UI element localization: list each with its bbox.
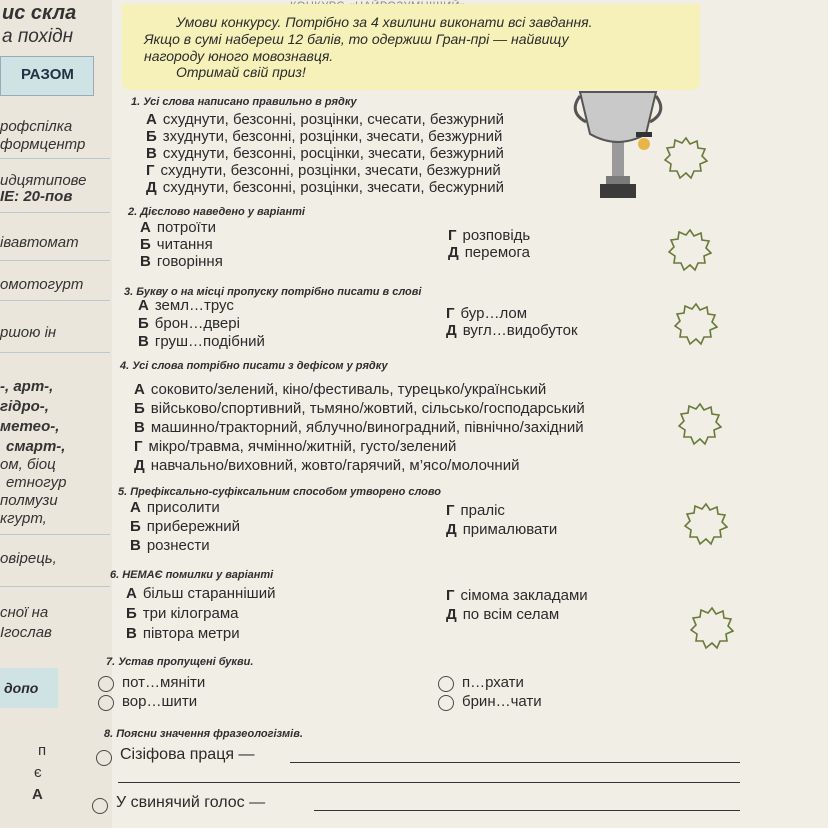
- task-2-option-d[interactable]: [448, 244, 530, 261]
- strip-line: гідро-,: [0, 398, 49, 415]
- task-3-option-b[interactable]: [138, 315, 240, 332]
- option-letter: Г: [446, 587, 455, 604]
- option-letter: В: [138, 333, 149, 350]
- option-letter: Д: [446, 322, 457, 339]
- option-letter: В: [126, 625, 137, 642]
- option-text: мікро/травма, ячмінно/житній, густо/зелений: [148, 438, 457, 455]
- task-6-option-a[interactable]: [126, 585, 275, 602]
- option-text: схуднути, безсонні, розцінки, зчесати, безжурний: [160, 162, 501, 179]
- task-4-option-b[interactable]: [134, 400, 585, 417]
- conditions-line: нагороду юного мовознавця.: [144, 48, 334, 64]
- strip-line: ом, біоц: [0, 456, 56, 473]
- option-text: брон…двері: [154, 315, 240, 332]
- option-letter: А: [126, 585, 137, 602]
- option-text: по всім селам: [462, 606, 560, 623]
- score-badge-icon: [678, 402, 722, 446]
- task-3-title: 3. Букву о на місці пропуску потрібно писати в слові: [124, 286, 422, 298]
- answer-circle[interactable]: [92, 798, 108, 814]
- task-1-option-v[interactable]: [146, 145, 504, 162]
- strip-line: метео-,: [0, 418, 60, 435]
- answer-line[interactable]: [290, 762, 740, 763]
- strip-line: Ігослав: [0, 624, 52, 641]
- option-text: сімома закладами: [460, 587, 588, 604]
- option-text: бур…лом: [460, 305, 528, 322]
- task-6-option-v[interactable]: [126, 625, 240, 642]
- strip-line: формцентр: [0, 136, 86, 153]
- task-6-option-h[interactable]: [446, 587, 588, 604]
- task-7-item: п…рхати: [462, 674, 524, 691]
- option-text: прибережний: [146, 518, 240, 535]
- task-5-title: 5. Префіксально-суфіксальним способом утворено слово: [118, 486, 441, 498]
- option-letter: Б: [138, 315, 149, 332]
- phraseology-item: У свинячий голос —: [116, 794, 266, 811]
- strip-line: є: [34, 764, 42, 781]
- task-7-item: брин…чати: [462, 693, 542, 710]
- option-letter: А: [140, 219, 151, 236]
- strip-rule: [0, 300, 110, 301]
- task-2-option-v[interactable]: [140, 253, 223, 270]
- strip-line: а похідн: [2, 26, 74, 47]
- answer-circle[interactable]: [98, 695, 114, 711]
- task-3-option-h[interactable]: [446, 305, 527, 322]
- option-text: схуднути, безсонні, розцінки, счесати, безжурний: [162, 111, 505, 128]
- option-text: груш…подібний: [154, 333, 265, 350]
- option-letter: Г: [134, 438, 143, 455]
- strip-line: кгурт,: [0, 510, 47, 527]
- task-5-option-d[interactable]: [446, 521, 557, 538]
- option-letter: Б: [130, 518, 141, 535]
- strip-line: идцятипове: [0, 172, 87, 189]
- task-1-option-b[interactable]: [146, 128, 502, 145]
- task-4-option-a[interactable]: [134, 381, 546, 398]
- strip-line: овірець,: [0, 550, 57, 567]
- answer-circle[interactable]: [438, 676, 454, 692]
- task-3-option-v[interactable]: [138, 333, 265, 350]
- task-5-option-a[interactable]: [130, 499, 220, 516]
- conditions-line: Якщо в сумі набереш 12 балів, то одержиш Гран-прі — найвищу: [144, 31, 569, 47]
- option-text: потроїти: [156, 219, 216, 236]
- task-2-title: 2. Дієслово наведено у варіанті: [128, 206, 305, 218]
- strip-rule: [0, 534, 110, 535]
- task-4-option-d[interactable]: [134, 457, 519, 474]
- strip-rule: [0, 212, 110, 213]
- strip-line: смарт-,: [6, 438, 66, 455]
- strip-line: ис скла: [2, 2, 77, 24]
- option-text: зхуднути, безсонні, розцінки, зчесати, безжурний: [162, 128, 503, 145]
- option-letter: Д: [446, 606, 457, 623]
- strip-line: п: [38, 742, 47, 759]
- answer-circle[interactable]: [96, 750, 112, 766]
- score-badge-icon: [690, 606, 734, 650]
- option-text: військово/спортивний, тьмяно/жовтий, сільсько/господарський: [150, 400, 585, 417]
- option-text: говоріння: [156, 253, 223, 270]
- task-1-title: 1. Усі слова написано правильно в рядку: [131, 96, 357, 108]
- dopo-label: допо: [4, 680, 39, 696]
- task-2-option-b[interactable]: [140, 236, 213, 253]
- option-text: присолити: [146, 499, 220, 516]
- score-badge-icon: [684, 502, 728, 546]
- option-letter: Г: [446, 502, 455, 519]
- option-text: навчально/виховний, жовто/гарячий, м’ясо/молочний: [150, 457, 520, 474]
- option-text: розповідь: [462, 227, 531, 244]
- option-letter: А: [134, 381, 145, 398]
- option-text: півтора метри: [142, 625, 240, 642]
- trophy-icon: [572, 86, 664, 202]
- option-letter: Б: [126, 605, 137, 622]
- strip-line: рофспілка: [0, 118, 73, 135]
- option-letter: Д: [448, 244, 459, 261]
- option-letter: В: [146, 145, 157, 162]
- option-letter: В: [140, 253, 151, 270]
- option-letter: Б: [140, 236, 151, 253]
- strip-line: полмузи: [0, 492, 58, 509]
- option-letter: Б: [146, 128, 157, 145]
- strip-line: омотогурт: [0, 276, 84, 293]
- answer-circle[interactable]: [98, 676, 114, 692]
- strip-rule: [0, 260, 110, 261]
- option-text: земл…трус: [154, 297, 234, 314]
- strip-line: ршою ін: [0, 324, 57, 341]
- option-text: соковито/зелений, кіно/фестиваль, турецько/український: [150, 381, 547, 398]
- task-7-title: 7. Устав пропущені букви.: [106, 656, 254, 668]
- task-6-option-d[interactable]: [446, 606, 559, 623]
- razom-tab: [0, 56, 94, 96]
- strip-line: ІЕ: 20-пов: [0, 188, 73, 205]
- option-letter: В: [130, 537, 141, 554]
- task-3-option-d[interactable]: [446, 322, 578, 339]
- task-5-option-h[interactable]: [446, 502, 505, 519]
- option-text: машинно/тракторний, яблучно/виноградний, північно/західний: [150, 419, 584, 436]
- task-3-option-a[interactable]: [138, 297, 234, 314]
- task-2-option-h[interactable]: [448, 227, 530, 244]
- task-8-title: 8. Поясни значення фразеологізмів.: [104, 728, 303, 740]
- conditions-line: Отримай свій приз!: [176, 64, 306, 80]
- previous-page-strip: [0, 0, 112, 828]
- option-letter: А: [138, 297, 149, 314]
- task-4-option-h[interactable]: [134, 438, 456, 455]
- task-6-title: 6. НЕМАЄ помилки у варіанті: [110, 569, 274, 581]
- score-badge-icon: [664, 136, 708, 180]
- answer-line[interactable]: [314, 810, 740, 811]
- option-letter: Д: [446, 521, 457, 538]
- task-1-option-d[interactable]: [146, 179, 504, 196]
- razom-label: РАЗОМ: [21, 66, 74, 83]
- option-text: праліс: [460, 502, 505, 519]
- option-letter: А: [130, 499, 141, 516]
- task-4-title: 4. Усі слова потрібно писати з дефісом у рядку: [120, 360, 388, 372]
- task-1-option-a[interactable]: [146, 111, 504, 128]
- strip-rule: [0, 158, 110, 159]
- answer-circle[interactable]: [438, 695, 454, 711]
- strip-line: -, арт-,: [0, 378, 54, 395]
- task-5-option-b[interactable]: [130, 518, 240, 535]
- strip-rule: [0, 352, 110, 353]
- option-text: вугл…видобуток: [462, 322, 578, 339]
- conditions-line: Умови конкурсу. Потрібно за 4 хвилини виконати всі завдання.: [176, 14, 593, 30]
- strip-rule: [0, 586, 110, 587]
- answer-line[interactable]: [118, 782, 740, 783]
- score-badge-icon: [674, 302, 718, 346]
- task-7-item: пот…мяніти: [122, 674, 206, 691]
- task-2-option-a[interactable]: [140, 219, 216, 236]
- task-5-option-v[interactable]: [130, 537, 210, 554]
- strip-line: сної на: [0, 604, 49, 621]
- option-letter: В: [134, 419, 145, 436]
- task-6-option-b[interactable]: [126, 605, 239, 622]
- task-4-option-v[interactable]: [134, 419, 584, 436]
- strip-line: А: [32, 786, 43, 803]
- option-letter: Д: [146, 179, 157, 196]
- option-text: рознести: [146, 537, 210, 554]
- option-text: схуднути, безсонні, розцінки, зчесати, бесжурний: [162, 179, 505, 196]
- option-letter: Д: [134, 457, 145, 474]
- option-letter: Г: [146, 162, 155, 179]
- score-badge-icon: [668, 228, 712, 272]
- option-text: схуднути, безсонні, росцінки, зчесати, безжурний: [162, 145, 504, 162]
- option-text: три кілограма: [142, 605, 239, 622]
- phraseology-item: Сізіфова праця —: [120, 746, 255, 763]
- option-letter: Г: [448, 227, 457, 244]
- task-7-item: вор…шити: [122, 693, 198, 710]
- option-text: більш старанніший: [142, 585, 276, 602]
- task-1-option-h[interactable]: [146, 162, 501, 179]
- option-letter: Б: [134, 400, 145, 417]
- option-text: прималювати: [462, 521, 558, 538]
- option-letter: Г: [446, 305, 455, 322]
- strip-line: етногур: [6, 474, 67, 491]
- dopo-tab: [0, 668, 58, 708]
- strip-line: івавтомат: [0, 234, 79, 251]
- option-letter: А: [146, 111, 157, 128]
- option-text: читання: [156, 236, 213, 253]
- option-text: перемога: [464, 244, 530, 261]
